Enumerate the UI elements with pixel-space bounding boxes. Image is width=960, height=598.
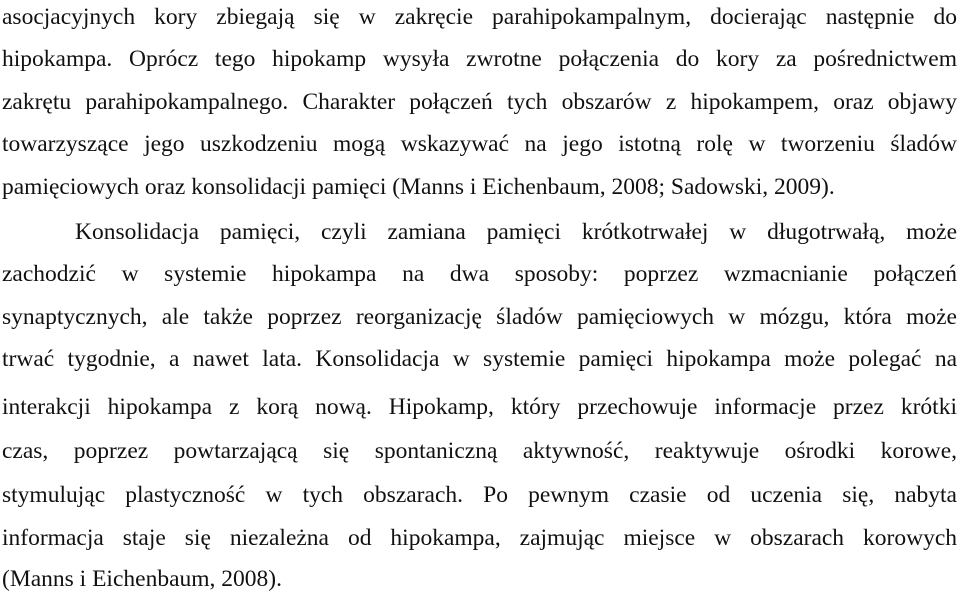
text-line: zakrętu parahipokampalnego. Charakter połączeń tych obszarów z hipokampem, oraz objawy: [2, 89, 957, 115]
text-line: (Manns i Eichenbaum, 2008).: [2, 566, 282, 592]
text-line: stymulując plastyczność w tych obszarach. Po pewnym czasie od uczenia się, nabyta: [2, 482, 957, 508]
text-line: hipokampa. Oprócz tego hipokamp wysyła zwrotne połączenia do kory za pośrednictwem: [2, 46, 957, 72]
text-line: informacja staje się niezależna od hipokampa, zajmując miejsce w obszarach korowych: [2, 525, 957, 551]
text-line: synaptycznych, ale także poprzez reorganizację śladów pamięciowych w mózgu, która może: [2, 304, 957, 330]
text-line: interakcji hipokampa z korą nową. Hipokamp, który przechowuje informacje przez krótki: [2, 394, 957, 420]
text-line: zachodzić w systemie hipokampa na dwa sposoby: poprzez wzmacnianie połączeń: [2, 261, 957, 287]
text-line: trwać tygodnie, a nawet lata. Konsolidacja w systemie pamięci hipokampa może polegać na: [2, 346, 957, 372]
text-line: Konsolidacja pamięci, czyli zamiana pamięci krótkotrwałej w długotrwałą, może: [75, 219, 957, 245]
text-line: asocjacyjnych kory zbiegają się w zakręcie parahipokampalnym, docierając następnie do: [2, 4, 957, 30]
text-line: czas, poprzez powtarzającą się spontaniczną aktywność, reaktywuje ośrodki korowe,: [2, 438, 957, 464]
text-line: pamięciowych oraz konsolidacji pamięci (Manns i Eichenbaum, 2008; Sadowski, 2009).: [2, 174, 835, 200]
text-line: towarzyszące jego uszkodzeniu mogą wskazywać na jego istotną rolę w tworzeniu śladów: [2, 131, 957, 157]
